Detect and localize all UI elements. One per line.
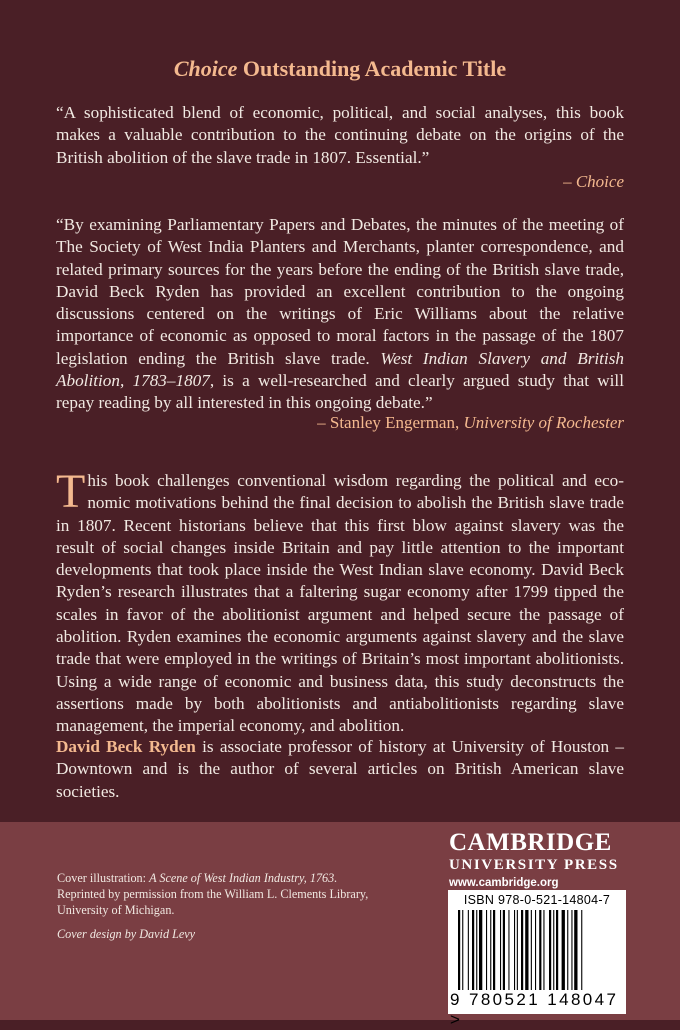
description-text: his book challenges conventional wisdom regarding the political and economic motivations behind the final decision to abolish the British slave trade in 1807. Recent historians believe that this first blow against slavery was the result of social changes inside Britain and pay little attention to the important developments that took place inside the West Indian slave economy. David Beck Ryden’s research illustrates that a faltering sugar economy after 1799 tipped the scales in favor of the abolitionist argument and helped secure the passage of abolition. Ryden examines the economic arguments against slavery and the slave trade that were employed in the writings of Britain’s most important abolitionists. Using a wide range of economic and business data, this study deconstructs the assertions made by both abolitionists and antiabolitionists regarding slave management, the imperial economy, and abolition. (56, 471, 624, 736)
author-name: David Beck Ryden (56, 737, 196, 756)
review-attribution-1: – Choice (563, 172, 624, 191)
design-credit: Cover design by David Levy (57, 927, 196, 941)
publisher-url: www.cambridge.org (449, 877, 559, 889)
publisher-logo (449, 830, 629, 889)
cover-credits (57, 870, 417, 942)
publisher-subname: UNIVERSITY PRESS (449, 857, 619, 873)
reviewer-name: – Stanley Engerman, (317, 413, 464, 432)
award-heading (0, 56, 680, 82)
illustration-credit (57, 870, 417, 886)
illustration-title: A Scene of West Indian Industry, 1763. (149, 871, 338, 885)
author-bio (56, 736, 624, 803)
review-quote-2 (56, 214, 624, 415)
isbn-label: ISBN 978-0-521-14804-7 (463, 893, 611, 907)
reviewer-affiliation: University of Rochester (463, 413, 624, 432)
author-bio-text: is associate professor of history at University of Houston – Downtown and is the author of several articles on British American slave societies. (56, 737, 624, 801)
isbn-barcode (448, 890, 626, 1029)
review-quote-2-text: “By examining Parliamentary Papers and Debates, the minutes of the meeting of The Society of West India Planters and Merchants, planter correspondence, and related primary sources for the years before the ending of the British slave trade, David Beck Ryden has provided an excellent contribution to the ongoing discussions centered on the writings of Eric Williams about the relative importance of economic as opposed to moral factors in the passage of the 1807 legislation ending the British slave trade. (56, 215, 624, 368)
review-quote-1: “A sophisticated blend of economic, political, and social analyses, this book makes a valuable contribution to the continuing debate on the origins of the British abolition of the slave trade in 1807. Essential.” (56, 103, 624, 167)
drop-cap: T (56, 465, 86, 518)
review-quote-2-text-end: , is a well-researched and clearly argued study that will repay reading by all interested in this ongoing debate.” (56, 371, 624, 413)
book-title: West Indian Slavery and British Abolition, 1783–1807 (56, 348, 624, 391)
award-heading-rest: Outstanding Academic Title (237, 56, 507, 81)
barcode-digits: 9 780521 148047 > (450, 990, 619, 1029)
book-description (56, 465, 624, 738)
publisher-name: CAMBRIDGE (449, 829, 612, 856)
illustration-label: Cover illustration: (57, 871, 150, 885)
barcode-bars (456, 910, 618, 990)
review-attribution-2 (317, 413, 624, 433)
award-heading-italic: Choice (173, 56, 238, 81)
permission-credit: Reprinted by permission from the William L. Clements Library, University of Michigan. (57, 887, 369, 917)
